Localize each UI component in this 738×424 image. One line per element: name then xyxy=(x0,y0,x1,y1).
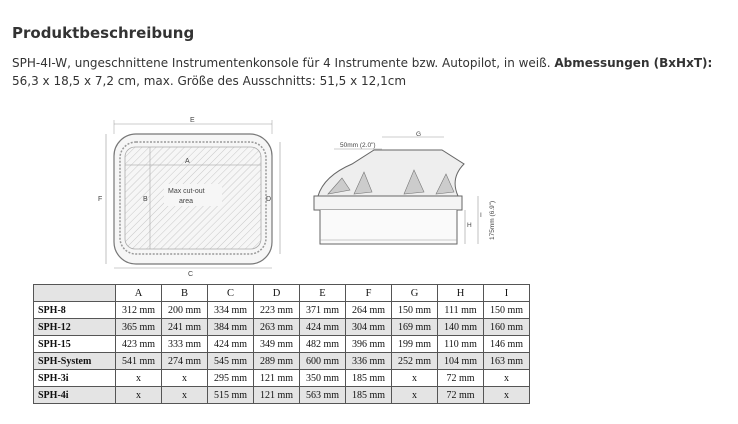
cell: 185 mm xyxy=(346,387,392,404)
table-row xyxy=(34,319,530,336)
cell: 121 mm xyxy=(254,370,300,387)
table-row xyxy=(34,387,530,404)
label-a: A xyxy=(185,158,190,165)
cell: 110 mm xyxy=(438,336,484,353)
cell: 545 mm xyxy=(208,353,254,370)
cell: 72 mm xyxy=(438,370,484,387)
cell: 185 mm xyxy=(346,370,392,387)
label-h: H xyxy=(467,222,472,229)
cell: 304 mm xyxy=(346,319,392,336)
label-b: B xyxy=(143,196,148,203)
cell: 104 mm xyxy=(438,353,484,370)
cell: 146 mm xyxy=(484,336,530,353)
label-dim-top: 50mm (2.0") xyxy=(340,142,376,149)
cell: 169 mm xyxy=(392,319,438,336)
label-d: D xyxy=(266,196,272,203)
cell: 72 mm xyxy=(438,387,484,404)
cell: x xyxy=(116,387,162,404)
cell: 150 mm xyxy=(392,302,438,319)
cell: x xyxy=(162,370,208,387)
cell: x xyxy=(484,387,530,404)
table-row xyxy=(34,302,530,319)
cell: 482 mm xyxy=(300,336,346,353)
label-g: G xyxy=(416,131,422,138)
cell: 424 mm xyxy=(208,336,254,353)
cell: 350 mm xyxy=(300,370,346,387)
cell: 264 mm xyxy=(346,302,392,319)
cell: 563 mm xyxy=(300,387,346,404)
cell: 200 mm xyxy=(162,302,208,319)
cell: x xyxy=(484,370,530,387)
cell: 223 mm xyxy=(254,302,300,319)
cell: 160 mm xyxy=(484,319,530,336)
cell: 274 mm xyxy=(162,353,208,370)
col-header: B xyxy=(162,285,208,302)
cell: 289 mm xyxy=(254,353,300,370)
cutout-label-1: Max cut-out xyxy=(168,188,205,195)
side-view xyxy=(314,131,496,244)
cell: 140 mm xyxy=(438,319,484,336)
table-row xyxy=(34,370,530,387)
cell: 252 mm xyxy=(392,353,438,370)
cell: 121 mm xyxy=(254,387,300,404)
cell: x xyxy=(162,387,208,404)
dimensions-table xyxy=(33,284,530,404)
cell: 263 mm xyxy=(254,319,300,336)
front-view xyxy=(98,117,280,278)
cell: 163 mm xyxy=(484,353,530,370)
cell: 336 mm xyxy=(346,353,392,370)
model-name: SPH-12 xyxy=(34,319,116,336)
label-i: I xyxy=(480,212,482,219)
col-header: G xyxy=(392,285,438,302)
cutout-label-2: area xyxy=(179,198,194,205)
col-header: F xyxy=(346,285,392,302)
cell: 150 mm xyxy=(484,302,530,319)
cell: 541 mm xyxy=(116,353,162,370)
col-header: C xyxy=(208,285,254,302)
page-title: Produktbeschreibung xyxy=(12,24,195,42)
cell: x xyxy=(116,370,162,387)
col-header: H xyxy=(438,285,484,302)
table-corner xyxy=(34,285,116,302)
model-name: SPH-8 xyxy=(34,302,116,319)
table-row xyxy=(34,353,530,370)
cell: 333 mm xyxy=(162,336,208,353)
cell: 241 mm xyxy=(162,319,208,336)
technical-drawing xyxy=(92,112,502,280)
col-header: D xyxy=(254,285,300,302)
model-name: SPH-15 xyxy=(34,336,116,353)
col-header: I xyxy=(484,285,530,302)
cell: 600 mm xyxy=(300,353,346,370)
cell: 312 mm xyxy=(116,302,162,319)
cell: 424 mm xyxy=(300,319,346,336)
model-name: SPH-3i xyxy=(34,370,116,387)
cell: 295 mm xyxy=(208,370,254,387)
cell: 423 mm xyxy=(116,336,162,353)
model-name: SPH-System xyxy=(34,353,116,370)
cell: 365 mm xyxy=(116,319,162,336)
cell: 396 mm xyxy=(346,336,392,353)
label-c: C xyxy=(188,271,194,278)
label-dim-side: 175mm (6.9") xyxy=(489,200,496,240)
label-f: F xyxy=(98,196,103,203)
model-name: SPH-4i xyxy=(34,387,116,404)
description-text: SPH-4I-W, ungeschnittene Instrumentenkonsole für 4 Instrumente bzw. Autopilot, in weiß. xyxy=(12,56,555,70)
product-description xyxy=(12,54,724,90)
cell: 384 mm xyxy=(208,319,254,336)
cell: 515 mm xyxy=(208,387,254,404)
table-row xyxy=(34,336,530,353)
description-dimensions: 56,3 x 18,5 x 7,2 cm, max. Größe des Ausschnitts: 51,5 x 12,1cm xyxy=(12,74,407,88)
cell: 199 mm xyxy=(392,336,438,353)
cell: 349 mm xyxy=(254,336,300,353)
table-header-row xyxy=(34,285,530,302)
cell: x xyxy=(392,387,438,404)
cell: x xyxy=(392,370,438,387)
col-header: A xyxy=(116,285,162,302)
dimensions-label: Abmessungen (BxHxT): xyxy=(554,56,713,70)
cell: 371 mm xyxy=(300,302,346,319)
label-e: E xyxy=(190,117,195,124)
cell: 111 mm xyxy=(438,302,484,319)
col-header: E xyxy=(300,285,346,302)
cell: 334 mm xyxy=(208,302,254,319)
